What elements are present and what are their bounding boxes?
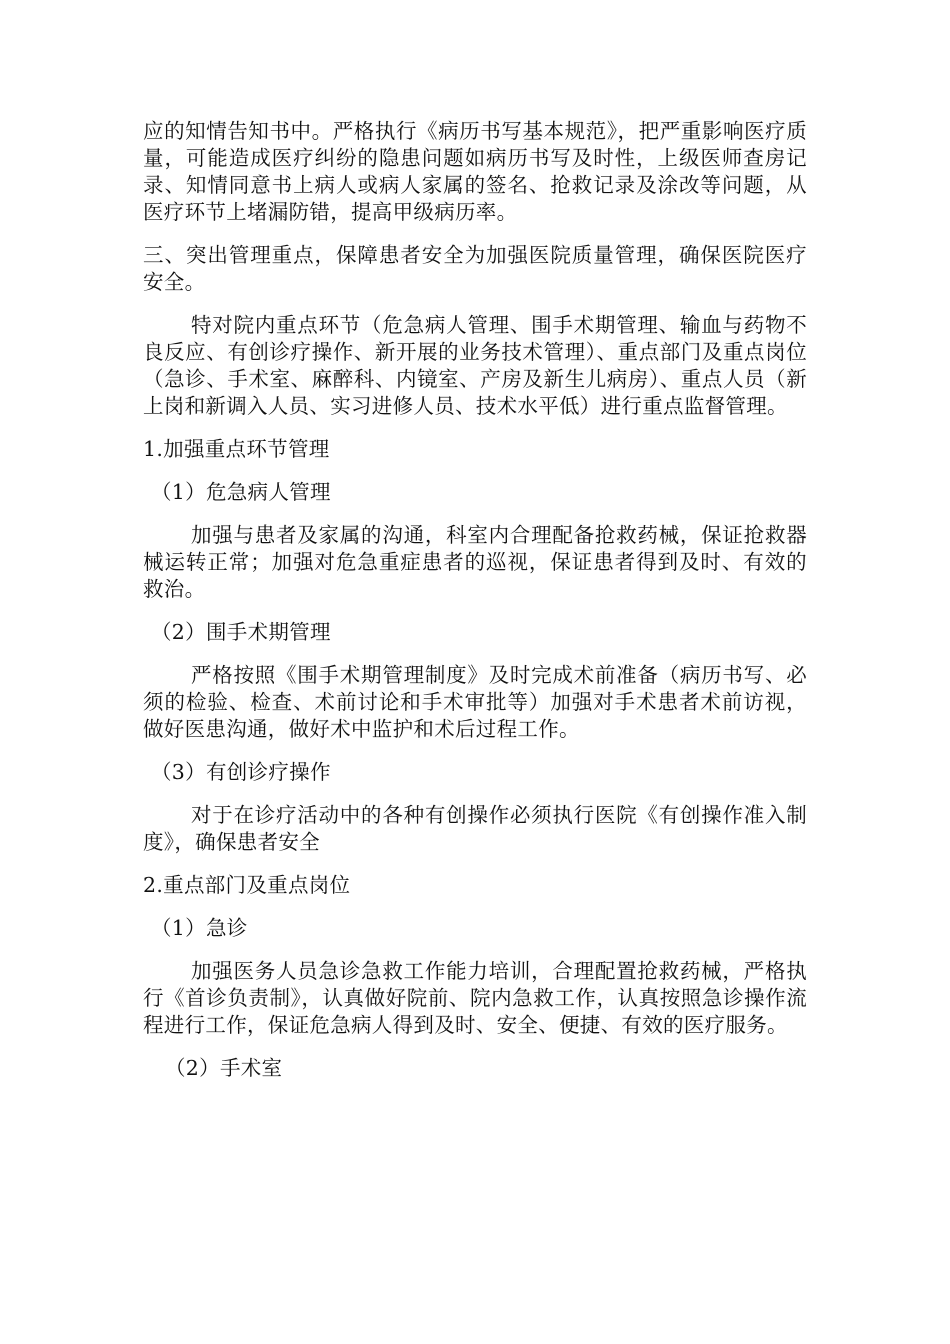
item-perioperative: （2）围手术期管理: [151, 620, 331, 644]
paragraph-perioperative: 严格按照《围手术期管理制度》及时完成术前准备（病历书写、必须的检验、检查、术前讨论和手术审批等）加强对手术患者术前访视，做好医患沟通，做好术中监护和术后过程工作。: [143, 663, 807, 741]
paragraph-emergency: 加强医务人员急诊急救工作能力培训，合理配置抢救药械，严格执行《首诊负责制》，认真做好院前、院内急救工作，认真按照急诊操作流程进行工作，保证危急病人得到及时、安全、便捷、有效的医疗服务。: [143, 959, 807, 1037]
item-operating-room: （2）手术室: [165, 1056, 283, 1080]
subheading-key-departments: 2.重点部门及重点岗位: [143, 873, 351, 897]
paragraph-informed-consent: 应的知情告知书中。严格执行《病历书写基本规范》，把严重影响医疗质量，可能造成医疗纠纷的隐患问题如病历书写及时性，上级医师查房记录、知情同意书上病人或病人家属的签名、抢救记录及涂改等问题，从医疗环节上堵漏防错，提高甲级病历率。: [143, 119, 807, 224]
subheading-key-links: 1.加强重点环节管理: [143, 437, 330, 461]
section-heading-three: 三、突出管理重点，保障患者安全为加强医院质量管理，确保医院医疗安全。: [143, 243, 807, 294]
document-page: [143, 118, 807, 1082]
paragraph-key-supervision: 特对院内重点环节（危急病人管理、围手术期管理、输血与药物不良反应、有创诊疗操作、新开展的业务技术管理）、重点部门及重点岗位（急诊、手术室、麻醉科、内镜室、产房及新生儿病房）、重点人员（新上岗和新调入人员、实习进修人员、技术水平低）进行重点监督管理。: [143, 313, 807, 418]
item-invasive-procedures: （3）有创诊疗操作: [151, 760, 331, 784]
paragraph-invasive-procedures: 对于在诊疗活动中的各种有创操作必须执行医院《有创操作准入制度》，确保患者安全: [143, 803, 807, 854]
paragraph-critical-patients: 加强与患者及家属的沟通，科室内合理配备抢救药械，保证抢救器械运转正常；加强对危急重症患者的巡视，保证患者得到及时、有效的救治。: [143, 523, 807, 601]
item-critical-patients: （1）危急病人管理: [151, 480, 331, 504]
item-emergency: （1）急诊: [151, 916, 248, 940]
